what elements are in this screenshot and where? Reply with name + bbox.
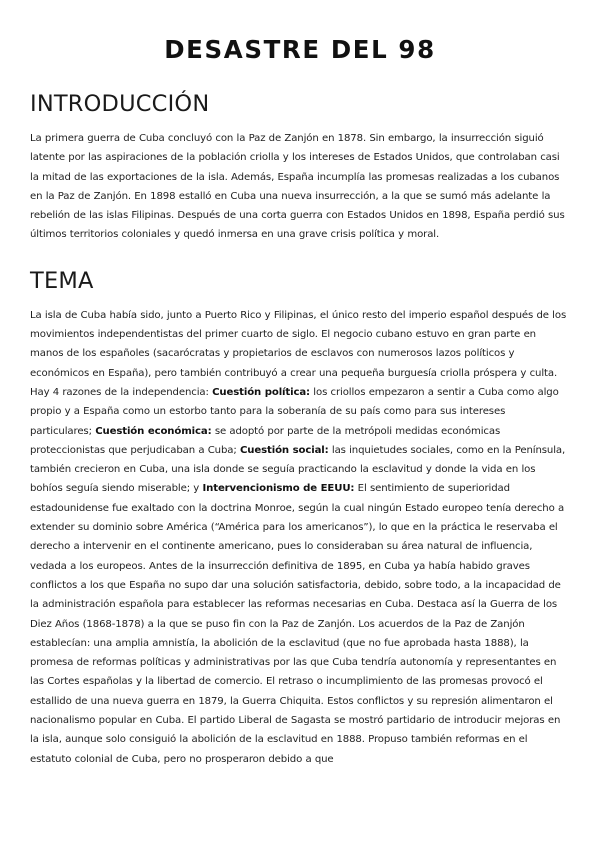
introduccion-heading: INTRODUCCIÓN: [30, 91, 210, 117]
term-cuestion-social: Cuestión social:: [239, 444, 329, 456]
term-cuestion-politica: Cuestión política:: [212, 386, 310, 398]
tema-paragraph: [30, 306, 570, 769]
term-cuestion-economica: Cuestión económica:: [95, 425, 212, 437]
tema-text-3: se adoptó por parte de la metrópoli medidas económicas proteccionistas que perjudicaban a Cuba;: [30, 425, 501, 456]
tema-heading: TEMA: [30, 267, 94, 294]
tema-text-5: El sentimiento de superioridad estadounidense fue exaltado con la doctrina Monroe, según la cual ningún Estado europeo tenía derecho a extender su dominio sobre América (“América para los americanos”), lo que en la práctica le reservaba el derecho a intervenir en el continente americano, pues lo consideraban su área natural de influencia, vedada a los europeos. Antes de la insurrección definitiva de 1895, en Cuba ya había habido graves conflictos a los que España no supo dar una solución satisfactoria, debido, sobre todo, a la incapacidad de la administración española para establecer las reformas necesarias en Cuba. Destaca así la Guerra de los Diez Años (1868-1878) a la que se puso fin con la Paz de Zanjón. Los acuerdos de la Paz de Zanjón establecían: una amplia amnistía, la abolición de la esclavitud (que no fue aprobada hasta 1888), la promesa de reformas políticas y administrativas por las que Cuba tendría autonomía y representantes en las Cortes españolas y la libertad de comercio. El retraso o incumplimiento de las promesas provocó el estallido de una nueva guerra en 1879, la Guerra Chiquita. Estos conflictos y su represión alimentaron el nacionalismo popular en Cuba. El partido Liberal de Sagasta se mostró partidario de introducir mejoras en la isla, aunque solo consiguió la abolición de la esclavitud en 1888. Propuso también reformas en el estatuto colonial de Cuba, pero no prosperaron debido a que: [30, 483, 565, 765]
tema-text-1: La isla de Cuba había sido, junto a Puerto Rico y Filipinas, el único resto del imperio español después de los movimientos independentistas del primer cuarto de siglo. El negocio cubano estuvo en gran parte en manos de los españoles (sacarócratas y propietarios de esclavos con numerosos lazos políticos y económicos en España), pero también contribuyó a crear una pequeña burguesía criolla próspera y culta. Hay 4 razones de la independencia:: [30, 309, 567, 398]
document-title: DESASTRE DEL 98: [164, 35, 436, 64]
tema-text-2: los criollos empezaron a sentir a Cuba como algo propio y a España como un estorbo tanto para la soberanía de su país como para sus intereses particulares;: [30, 386, 559, 437]
introduccion-paragraph: La primera guerra de Cuba concluyó con la Paz de Zanjón en 1878. Sin embargo, la insurrección siguió latente por las aspiraciones de la población criolla y los intereses de Estados Unidos, que controlaban casi la mitad de las exportaciones de la isla. Además, España incumplía las promesas realizadas a los cubanos en la Paz de Zanjón. En 1898 estalló en Cuba una nueva insurrección, a la que se sumó más adelante la rebelión de las islas Filipinas. Después de una corta guerra con Estados Unidos en 1898, España perdió sus últimos territorios coloniales y quedó inmersa en una grave crisis política y moral.: [30, 133, 565, 241]
term-intervencionismo-eeuu: Intervencionismo de EEUU:: [202, 483, 355, 495]
tema-text-4: las inquietudes sociales, como en la Península, también crecieron en Cuba, una isla donde se seguía practicando la esclavitud y donde la vida en los bohíos seguía siendo miserable; y: [30, 444, 566, 495]
